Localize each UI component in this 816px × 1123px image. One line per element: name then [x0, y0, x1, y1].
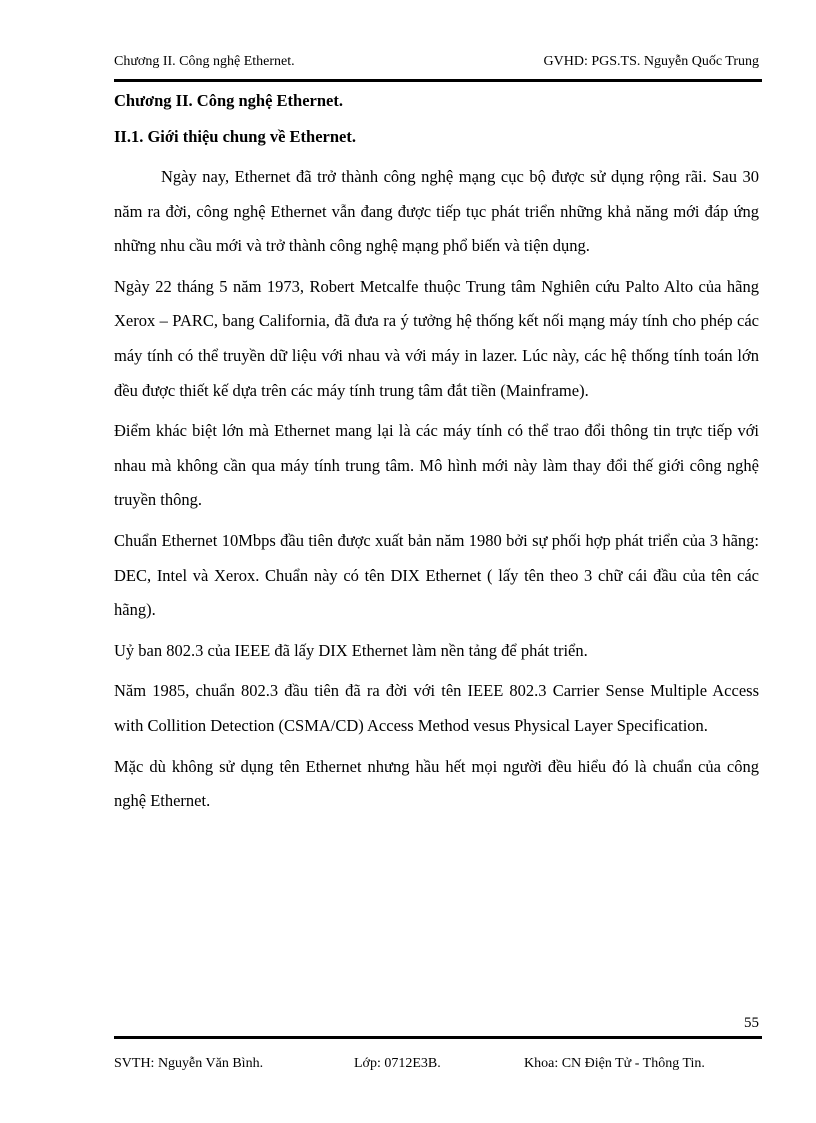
section-title: II.1. Giới thiệu chung về Ethernet.: [114, 127, 356, 146]
paragraph: Ngày 22 tháng 5 năm 1973, Robert Metcalfe thuộc Trung tâm Nghiên cứu Palto Alto của hãng Xerox – PARC, bang California, đã đưa ra ý tưởng hệ thống kết nối mạng máy tính cho phép các máy tính có thể truyền dữ liệu với nhau và với máy in lazer. Lúc này, các hệ thống tính toán lớn đều được thiết kế dựa trên các máy tính trung tâm đắt tiền (Mainframe).: [114, 276, 759, 400]
header-rule: [114, 79, 762, 82]
paragraph: Mặc dù không sử dụng tên Ethernet nhưng hầu hết mọi người đều hiểu đó là chuẩn của công nghệ Ethernet.: [114, 756, 759, 811]
paragraph: Điểm khác biệt lớn mà Ethernet mang lại là các máy tính có thể trao đổi thông tin trực tiếp với nhau mà không cần qua máy tính trung tâm. Mô hình mới này làm thay đổi thế giới công nghệ truyền thông.: [114, 421, 759, 510]
paragraph: Năm 1985, chuẩn 802.3 đầu tiên đã ra đời với tên IEEE 802.3 Carrier Sense Multiple Access with Collition Detection (CSMA/CD) Access Method vesus Physical Layer Specification.: [114, 681, 759, 735]
header-chapter: Chương II. Công nghệ Ethernet.: [114, 54, 295, 69]
page-header: [114, 52, 759, 74]
page-footer: [114, 1054, 759, 1074]
paragraph: Ngày nay, Ethernet đã trở thành công nghệ mạng cục bộ được sử dụng rộng rãi. Sau 30 năm ra đời, công nghệ Ethernet vẫn đang được tiếp tục phát triển những khả năng mới đáp ứng những nhu cầu mới và trở thành công nghệ mạng phổ biến và tiện dụng.: [114, 167, 759, 256]
header-advisor: GVHD: PGS.TS. Nguyễn Quốc Trung: [543, 54, 759, 69]
paragraph: Uỷ ban 802.3 của IEEE đã lấy DIX Ethernet làm nền tảng để phát triển.: [114, 640, 588, 660]
footer-faculty: Khoa: CN Điện Tử - Thông Tin.: [524, 1056, 705, 1071]
footer-rule: [114, 1036, 762, 1039]
paragraph: Chuẩn Ethernet 10Mbps đầu tiên được xuất bản năm 1980 bởi sự phối hợp phát triển của 3 hãng: DEC, Intel và Xerox. Chuẩn này có tên DIX Ethernet ( lấy tên theo 3 chữ cái đầu của tên các hãng).: [114, 530, 759, 620]
footer-class: Lớp: 0712E3B.: [354, 1056, 441, 1071]
footer-student: SVTH: Nguyễn Văn Bình.: [114, 1056, 264, 1071]
chapter-title: Chương II. Công nghệ Ethernet.: [114, 91, 343, 110]
page-number: 55: [744, 1015, 759, 1031]
page-content: [114, 88, 759, 819]
